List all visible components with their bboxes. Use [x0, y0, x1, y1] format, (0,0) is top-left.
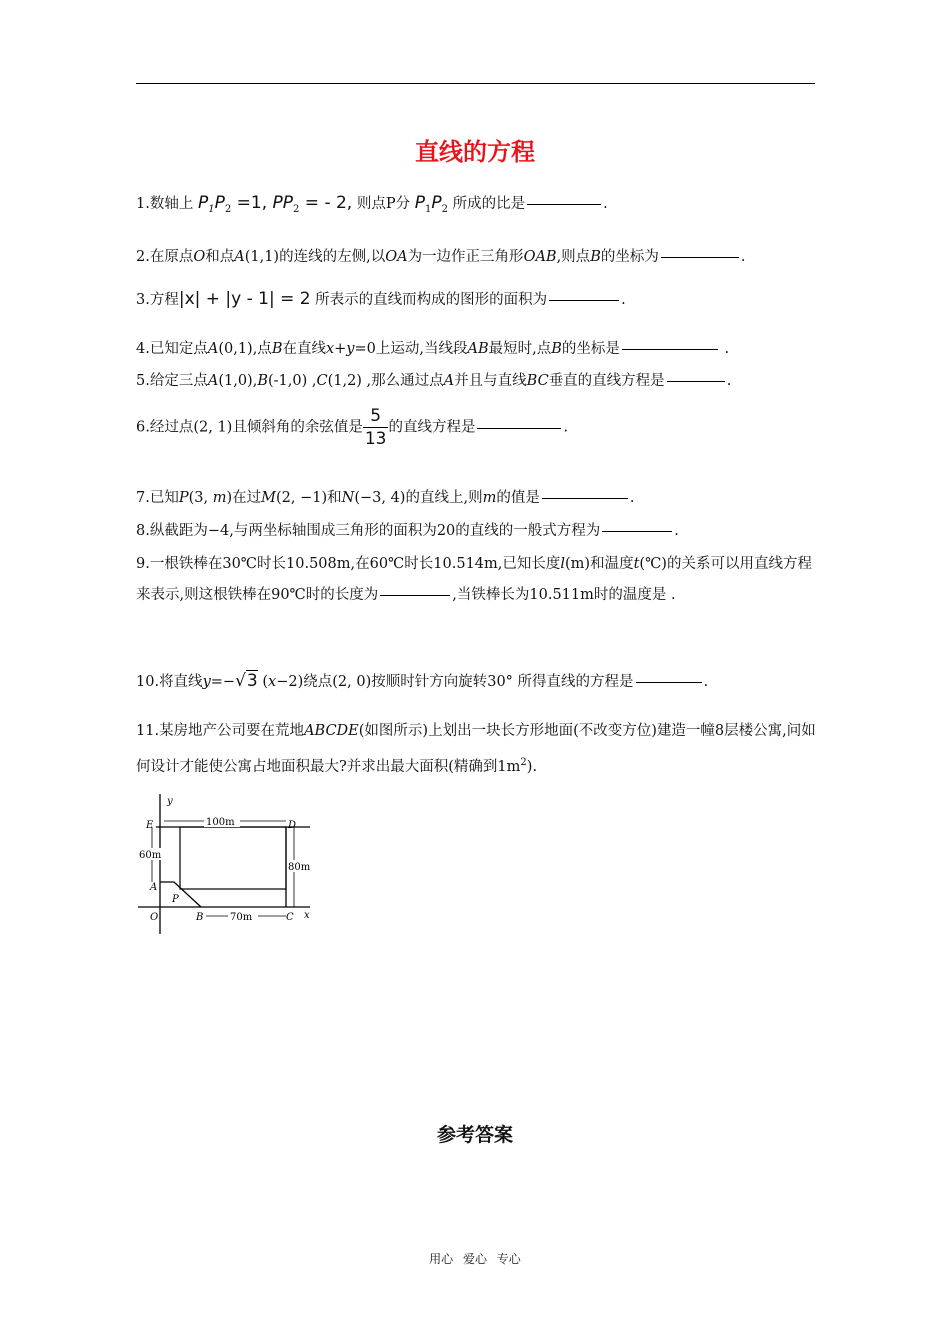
label-70m: 70m — [230, 912, 253, 923]
label-100m: 100m — [206, 817, 235, 828]
answer-blank — [667, 381, 725, 382]
question-6: 6.经过点(2, 1)且倾斜角的余弦值是 $\frac{5}{13}$ 的直线方程是 . — [136, 406, 569, 449]
page-title: 直线的方程 — [415, 138, 535, 166]
footer: 用心 爱心 专心 — [429, 1252, 521, 1266]
label-B: B — [196, 912, 204, 923]
label-y: y — [167, 796, 173, 807]
label-P: P — [172, 894, 179, 905]
question-11: 11.某房地产公司要在荒地ABCDE(如图所示)上划出一块长方形地面(不改变方位)建造一幢8层楼公寓,问如何设计才能使公寓占地面积最大?并求出最大面积(精确到$1m^2$). — [136, 723, 816, 775]
label-x: x — [304, 910, 310, 921]
question-5: 5.给定三点A(1,0),B(-1,0) ,C(1,2) ,那么通过点A并且与直线BC垂直的直线方程是 . — [136, 373, 732, 389]
question-8: 8.纵截距为−4,与两坐标轴围成三角形的面积为20的直线的一般式方程为 . — [136, 523, 679, 539]
label-D: D — [288, 820, 297, 831]
question-2: 2.在原点O和点A(1,1)的连线的左侧,以OA为一边作正三角形OAB,则点B的坐标为 . — [136, 249, 746, 265]
header-rule — [136, 83, 815, 84]
answer-blank — [380, 595, 450, 596]
answer-blank — [636, 682, 702, 683]
fraction: $\frac{5}{13}$ — [364, 406, 387, 449]
answer-blank — [602, 531, 672, 532]
question-10: 10.将直线y=−√3 (x−2)绕点(2, 0)按顺时针方向旋转30° 所得直线的方程是 . — [136, 671, 709, 691]
land-figure — [134, 790, 320, 938]
answers-title: 参考答案 — [436, 1124, 513, 1146]
question-7: 7.已知P(3, m)在过M(2, −1)和N(−3, 4)的直线上,则m的值是 . — [136, 490, 635, 506]
label-E: E — [146, 820, 154, 831]
sqrt: √3 — [235, 671, 258, 691]
question-4: 4.已知定点A(0,1),点B在直线x+y=0上运动,当线段AB最短时,点B的坐标是 . — [136, 341, 730, 357]
answer-blank — [477, 428, 561, 429]
question-1: 1.数轴上 $P_1P_2 =1$, $PP_2$ = - 2, 则点P分 $P_1P_2$ 所成的比是 . — [136, 193, 608, 215]
label-80m: 80m — [288, 862, 311, 873]
answer-blank — [527, 204, 601, 205]
answer-blank — [661, 257, 739, 258]
answer-blank — [622, 349, 718, 350]
apartment-rect — [180, 827, 286, 889]
label-60m: 60m — [139, 850, 162, 861]
question-9: 9.一根铁棒在30℃时长10.508m,在60℃时长10.514m,已知长度l(m)和温度t(℃)的关系可以用直线方程来表示,则这根铁棒在90℃时的长度为 ,当铁棒长为10.511m时的温度是 . — [136, 556, 812, 603]
label-A: A — [150, 882, 158, 893]
answer-blank — [542, 498, 628, 499]
label-C: C — [286, 912, 294, 923]
answer-blank — [549, 300, 619, 301]
label-O: O — [150, 912, 159, 923]
question-3: 3.方程|x| + |y - 1| = 2 所表示的直线而构成的图形的面积为 . — [136, 289, 626, 309]
